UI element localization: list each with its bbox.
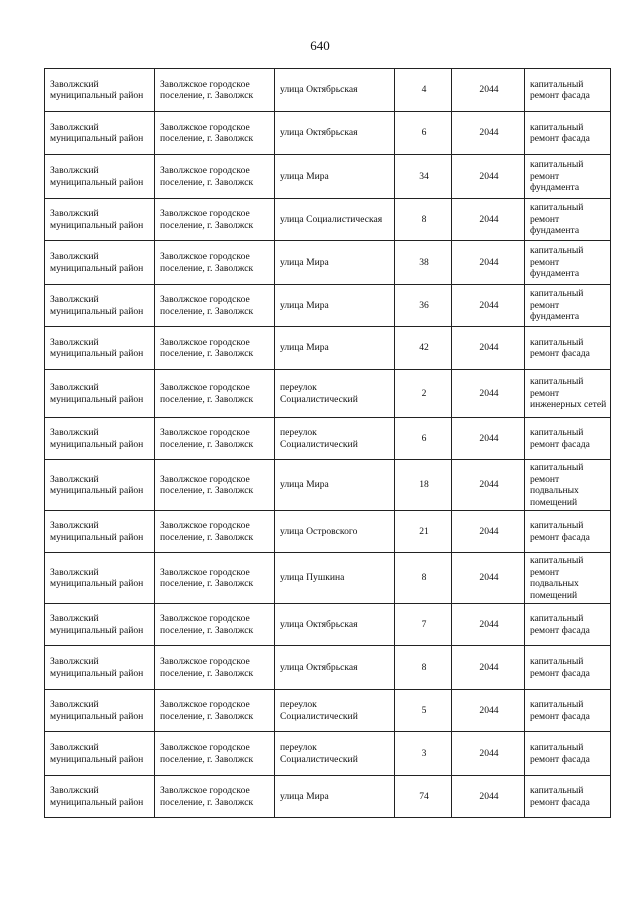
table-body	[45, 69, 611, 818]
cell-work-type: капитальный ремонт фасада	[525, 646, 611, 690]
cell-house-number: 36	[395, 285, 452, 327]
cell-district: Заволжский муниципальный район	[45, 241, 155, 285]
cell-settlement: Заволжское городское поселение, г. Заволжск	[155, 199, 275, 241]
cell-street: улица Мира	[275, 460, 395, 511]
cell-house-number: 8	[395, 553, 452, 604]
cell-work-type: капитальный ремонт фундамента	[525, 155, 611, 199]
cell-house-number: 2	[395, 370, 452, 418]
cell-year: 2044	[452, 776, 525, 818]
cell-work-type: капитальный ремонт фасада	[525, 327, 611, 370]
table-row	[45, 327, 611, 370]
cell-settlement: Заволжское городское поселение, г. Заволжск	[155, 553, 275, 604]
cell-street: переулок Социалистический	[275, 418, 395, 460]
cell-house-number: 21	[395, 511, 452, 553]
cell-work-type: капитальный ремонт фундамента	[525, 199, 611, 241]
cell-year: 2044	[452, 69, 525, 112]
cell-work-type: капитальный ремонт фундамента	[525, 285, 611, 327]
cell-street: улица Октябрьская	[275, 69, 395, 112]
cell-year: 2044	[452, 241, 525, 285]
cell-district: Заволжский муниципальный район	[45, 199, 155, 241]
cell-settlement: Заволжское городское поселение, г. Заволжск	[155, 604, 275, 646]
table-row	[45, 241, 611, 285]
cell-street: улица Мира	[275, 285, 395, 327]
cell-year: 2044	[452, 511, 525, 553]
cell-district: Заволжский муниципальный район	[45, 511, 155, 553]
table-row	[45, 553, 611, 604]
cell-work-type: капитальный ремонт фасада	[525, 418, 611, 460]
cell-work-type: капитальный ремонт фасада	[525, 732, 611, 776]
cell-district: Заволжский муниципальный район	[45, 418, 155, 460]
cell-street: улица Мира	[275, 776, 395, 818]
cell-settlement: Заволжское городское поселение, г. Заволжск	[155, 155, 275, 199]
cell-work-type: капитальный ремонт фасада	[525, 511, 611, 553]
cell-year: 2044	[452, 112, 525, 155]
cell-district: Заволжский муниципальный район	[45, 69, 155, 112]
cell-house-number: 42	[395, 327, 452, 370]
cell-district: Заволжский муниципальный район	[45, 112, 155, 155]
cell-district: Заволжский муниципальный район	[45, 646, 155, 690]
table-row	[45, 155, 611, 199]
cell-street: переулок Социалистический	[275, 370, 395, 418]
cell-street: переулок Социалистический	[275, 732, 395, 776]
cell-work-type: капитальный ремонт фасада	[525, 69, 611, 112]
cell-settlement: Заволжское городское поселение, г. Заволжск	[155, 732, 275, 776]
cell-house-number: 38	[395, 241, 452, 285]
cell-year: 2044	[452, 370, 525, 418]
cell-work-type: капитальный ремонт фундамента	[525, 241, 611, 285]
cell-street: улица Пушкина	[275, 553, 395, 604]
cell-work-type: капитальный ремонт фасада	[525, 112, 611, 155]
cell-street: улица Мира	[275, 155, 395, 199]
table-row	[45, 199, 611, 241]
cell-house-number: 34	[395, 155, 452, 199]
cell-settlement: Заволжское городское поселение, г. Заволжск	[155, 418, 275, 460]
cell-settlement: Заволжское городское поселение, г. Заволжск	[155, 460, 275, 511]
repair-schedule-table	[44, 68, 611, 818]
cell-work-type: капитальный ремонт фасада	[525, 776, 611, 818]
cell-year: 2044	[452, 285, 525, 327]
cell-settlement: Заволжское городское поселение, г. Заволжск	[155, 241, 275, 285]
cell-house-number: 7	[395, 604, 452, 646]
cell-work-type: капитальный ремонт подвальных помещений	[525, 460, 611, 511]
cell-house-number: 8	[395, 646, 452, 690]
cell-year: 2044	[452, 199, 525, 241]
cell-street: улица Мира	[275, 327, 395, 370]
page-number: 640	[310, 38, 330, 53]
cell-district: Заволжский муниципальный район	[45, 690, 155, 732]
cell-house-number: 74	[395, 776, 452, 818]
cell-house-number: 5	[395, 690, 452, 732]
table-row	[45, 690, 611, 732]
table-row	[45, 776, 611, 818]
table-row	[45, 370, 611, 418]
cell-street: улица Октябрьская	[275, 604, 395, 646]
cell-settlement: Заволжское городское поселение, г. Заволжск	[155, 112, 275, 155]
cell-settlement: Заволжское городское поселение, г. Заволжск	[155, 370, 275, 418]
cell-street: улица Октябрьская	[275, 646, 395, 690]
cell-street: улица Мира	[275, 241, 395, 285]
cell-work-type: капитальный ремонт инженерных сетей	[525, 370, 611, 418]
cell-district: Заволжский муниципальный район	[45, 285, 155, 327]
cell-year: 2044	[452, 690, 525, 732]
cell-street: улица Октябрьская	[275, 112, 395, 155]
cell-settlement: Заволжское городское поселение, г. Заволжск	[155, 69, 275, 112]
table-row	[45, 112, 611, 155]
cell-settlement: Заволжское городское поселение, г. Заволжск	[155, 511, 275, 553]
cell-house-number: 4	[395, 69, 452, 112]
cell-district: Заволжский муниципальный район	[45, 732, 155, 776]
cell-house-number: 8	[395, 199, 452, 241]
table-row	[45, 69, 611, 112]
cell-district: Заволжский муниципальный район	[45, 776, 155, 818]
cell-street: переулок Социалистический	[275, 690, 395, 732]
cell-house-number: 6	[395, 418, 452, 460]
cell-year: 2044	[452, 460, 525, 511]
cell-district: Заволжский муниципальный район	[45, 370, 155, 418]
cell-year: 2044	[452, 646, 525, 690]
table-row	[45, 418, 611, 460]
table-row	[45, 511, 611, 553]
cell-district: Заволжский муниципальный район	[45, 327, 155, 370]
cell-work-type: капитальный ремонт подвальных помещений	[525, 553, 611, 604]
cell-house-number: 18	[395, 460, 452, 511]
cell-work-type: капитальный ремонт фасада	[525, 604, 611, 646]
table-row	[45, 732, 611, 776]
cell-settlement: Заволжское городское поселение, г. Заволжск	[155, 327, 275, 370]
cell-district: Заволжский муниципальный район	[45, 553, 155, 604]
cell-district: Заволжский муниципальный район	[45, 604, 155, 646]
table-row	[45, 460, 611, 511]
cell-settlement: Заволжское городское поселение, г. Заволжск	[155, 646, 275, 690]
table-row	[45, 604, 611, 646]
cell-year: 2044	[452, 732, 525, 776]
cell-year: 2044	[452, 553, 525, 604]
cell-settlement: Заволжское городское поселение, г. Заволжск	[155, 690, 275, 732]
cell-year: 2044	[452, 327, 525, 370]
cell-house-number: 3	[395, 732, 452, 776]
cell-settlement: Заволжское городское поселение, г. Заволжск	[155, 285, 275, 327]
cell-year: 2044	[452, 155, 525, 199]
cell-district: Заволжский муниципальный район	[45, 460, 155, 511]
cell-district: Заволжский муниципальный район	[45, 155, 155, 199]
cell-year: 2044	[452, 604, 525, 646]
table-row	[45, 285, 611, 327]
cell-house-number: 6	[395, 112, 452, 155]
cell-street: улица Островского	[275, 511, 395, 553]
cell-street: улица Социалистическая	[275, 199, 395, 241]
cell-settlement: Заволжское городское поселение, г. Заволжск	[155, 776, 275, 818]
cell-year: 2044	[452, 418, 525, 460]
cell-work-type: капитальный ремонт фасада	[525, 690, 611, 732]
table-row	[45, 646, 611, 690]
